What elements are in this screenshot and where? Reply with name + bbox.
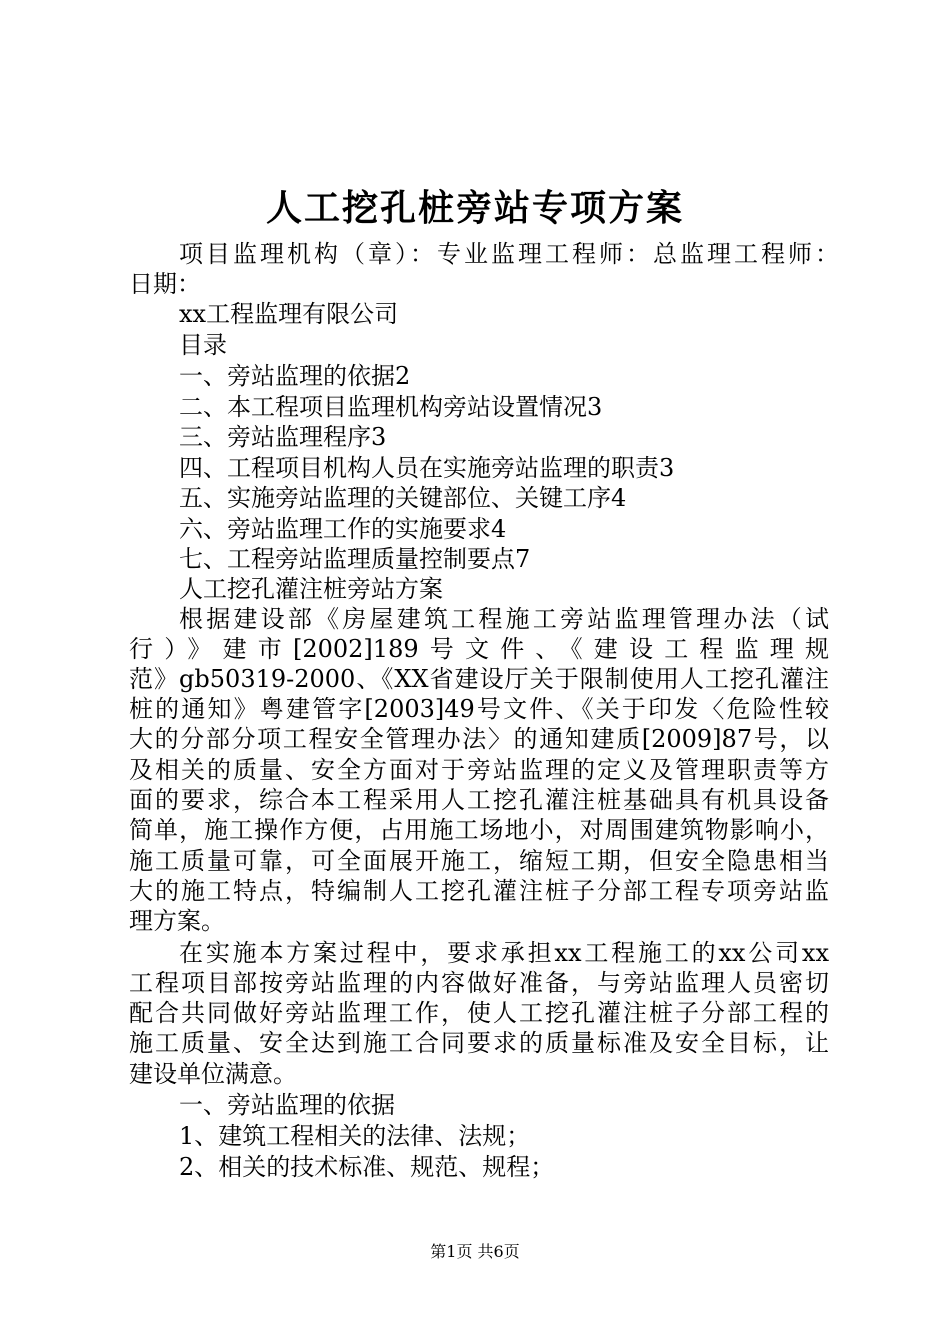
paragraph-line: 理方案。	[129, 907, 225, 935]
toc-item: 一、旁站监理的依据2	[179, 362, 411, 390]
paragraph-line: 桩的通知》粤建管字[2003]49号文件、《关于印发〈危险性较	[129, 695, 829, 723]
company-name: xx工程监理有限公司	[179, 300, 399, 328]
paragraph-line: 施工质量可靠，可全面展开施工，缩短工期，但安全隐患相当	[129, 847, 829, 875]
toc-item: 四、工程项目机构人员在实施旁站监理的职责3	[179, 454, 675, 482]
paragraph-line: 及相关的质量、安全方面对于旁站监理的定义及管理职责等方	[129, 756, 829, 784]
paragraph-line: 工程项目部按旁站监理的内容做好准备，与旁站监理人员密切	[129, 969, 829, 997]
paragraph-line: 在实施本方案过程中，要求承担xx工程施工的xx公司xx	[179, 939, 829, 967]
paragraph-line: 配合共同做好旁站监理工作，使人工挖孔灌注桩子分部工程的	[129, 999, 829, 1027]
paragraph-line: 建设单位满意。	[129, 1060, 297, 1088]
paragraph-line: 范》gb50319-2000、《XX省建设厅关于限制使用人工挖孔灌注	[129, 665, 829, 693]
document-title: 人工挖孔桩旁站专项方案	[265, 187, 684, 229]
section-heading: 一、旁站监理的依据	[179, 1091, 395, 1119]
toc-item: 六、旁站监理工作的实施要求4	[179, 515, 507, 543]
paragraph-line: 大的施工特点，特编制人工挖孔灌注桩子分部工程专项旁站监	[129, 877, 829, 905]
toc-item: 三、旁站监理程序3	[179, 423, 387, 451]
section-list-item: 1、建筑工程相关的法律、法规；	[179, 1122, 531, 1150]
toc-item: 七、工程旁站监理质量控制要点7	[179, 545, 531, 573]
page-footer: 第1页 共6页	[430, 1242, 520, 1261]
plan-heading: 人工挖孔灌注桩旁站方案	[179, 575, 443, 603]
paragraph-line: 行）》建市[2002]189号文件、《建设工程监理规	[129, 635, 829, 663]
toc-item: 五、实施旁站监理的关键部位、关键工序4	[179, 484, 627, 512]
paragraph-line: 根据建设部《房屋建筑工程施工旁站监理管理办法（试	[179, 605, 829, 633]
paragraph-line: 简单，施工操作方便，占用施工场地小，对周围建筑物影响小，	[129, 816, 829, 844]
header-signature-line: 项目监理机构（章）：专业监理工程师：总监理工程师：	[179, 240, 842, 268]
section-list-item: 2、相关的技术标准、规范、规程；	[179, 1153, 555, 1181]
header-date-line: 日期：	[129, 270, 201, 298]
toc-item: 二、本工程项目监理机构旁站设置情况3	[179, 393, 603, 421]
paragraph-line: 大的分部分项工程安全管理办法〉的通知建质[2009]87号，以	[129, 725, 829, 753]
toc-heading: 目录	[179, 331, 227, 359]
paragraph-line: 面的要求，综合本工程采用人工挖孔灌注桩基础具有机具设备	[129, 786, 829, 814]
paragraph-line: 施工质量、安全达到施工合同要求的质量标准及安全目标，让	[129, 1029, 829, 1057]
